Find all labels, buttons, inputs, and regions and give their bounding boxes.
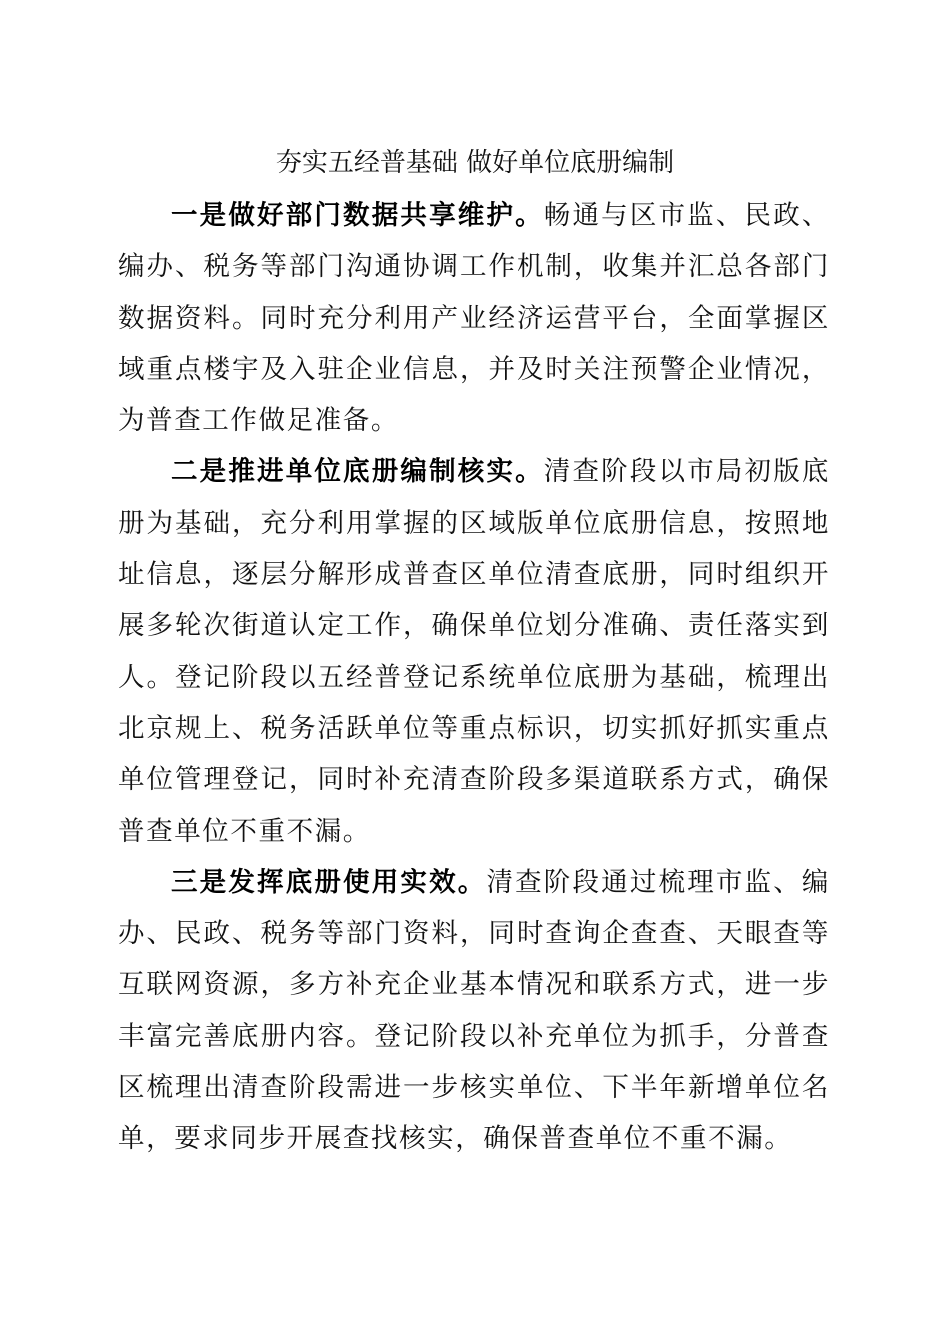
paragraph-2 [118,446,830,856]
paragraph-3-lead: 三是发挥底册使用实效。 [171,866,487,898]
document-body [118,190,830,1165]
document-title: 夯实五经普基础 做好单位底册编制 [275,148,675,178]
paragraph-1 [118,190,830,446]
paragraph-1-lead: 一是做好部门数据共享维护。 [171,200,544,231]
paragraph-2-text: 清查阶段以市局初版底册为基础，充分利用掌握的区域版单位底册信息，按照地址信息，逐层分解形成普查区单位清查底册，同时组织开展多轮次街道认定工作，确保单位划分准确、责任落实到人。登记阶段以五经普登记系统单位底册为基础，梳理出北京规上、税务活跃单位等重点标识，切实抓好抓实重点单位管理登记，同时补充清查阶段多渠道联系方式，确保普查单位不重不漏。 [118,456,830,847]
paragraph-3 [118,857,830,1165]
paragraph-1-text: 畅通与区市监、民政、编办、税务等部门沟通协调工作机制，收集并汇总各部门数据资料。同时充分利用产业经济运营平台，全面掌握区域重点楼宇及入驻企业信息，并及时关注预警企业情况，为普查工作做足准备。 [118,200,830,437]
paragraph-2-lead: 二是推进单位底册编制核实。 [171,456,544,488]
paragraph-3-text: 清查阶段通过梳理市监、编办、民政、税务等部门资料，同时查询企查查、天眼查等互联网资源，多方补充企业基本情况和联系方式，进一步丰富完善底册内容。登记阶段以补充单位为抓手，分普查区梳理出清查阶段需进一步核实单位、下半年新增单位名单，要求同步开展查找核实，确保普查单位不重不漏。 [118,866,830,1155]
